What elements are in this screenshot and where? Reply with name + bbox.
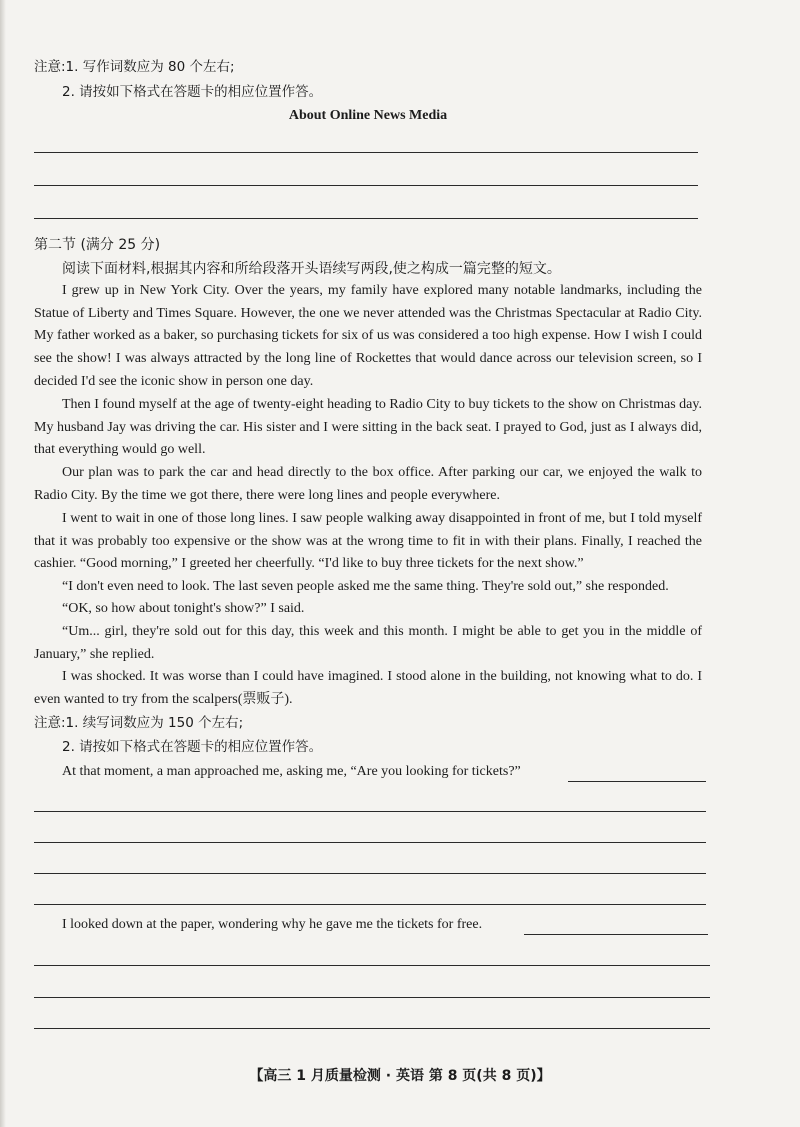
section-instruction: 阅读下面材料,根据其内容和所给段落开头语续写两段,使之构成一篇完整的短文。 (62, 261, 561, 277)
answer-line (34, 218, 698, 219)
answer-line (34, 185, 698, 186)
page-edge-shadow (0, 0, 6, 1127)
answer-line (34, 1028, 710, 1029)
page-footer: 【高三 1 月质量检测 · 英语 第 8 页(共 8 页)】 (249, 1068, 551, 1084)
answer-line (34, 842, 706, 843)
story-paragraph: Our plan was to park the car and head directly to the box office. After parking our car, we enjoyed the walk to Radio City. By the time we got there, there were long lines and people everywhere. (34, 465, 702, 503)
answer-line (568, 781, 706, 782)
answer-line (34, 904, 706, 905)
continuation-note-1: 注意:1. 续写词数应为 150 个左右; (34, 715, 244, 731)
section-heading: 第二节 (满分 25 分) (34, 237, 161, 253)
story-paragraph: “I don't even need to look. The last seven people asked me the same thing. They're sold out,” she responded. (62, 579, 669, 594)
writing-title: About Online News Media (288, 108, 448, 123)
writing-note-2: 2. 请按如下格式在答题卡的相应位置作答。 (62, 84, 323, 100)
story-paragraph: I grew up in New York City. Over the years, my family have explored many notable landmarks, including the Statue of Liberty and Times Square. However, the one we never attended was the Christmas Spectacular at Radio City. My father worked as a baker, so purchasing tickets for six of us was considered a too high expense. How I wish I could see the show! I was always attracted by the long line of Rockettes that would dance across our television screen, so I decided I'd see the iconic show in person one day. (34, 283, 702, 389)
story-paragraph: “Um... girl, they're sold out for this day, this week and this month. I might be able to get you in the middle of January,” she replied. (34, 624, 702, 662)
answer-line (524, 934, 708, 935)
answer-line (34, 873, 706, 874)
answer-line (34, 997, 710, 998)
answer-line (34, 965, 710, 966)
story-paragraph: Then I found myself at the age of twenty-eight heading to Radio City to buy tickets to the show on Christmas day. My husband Jay was driving the car. His sister and I were sitting in the back seat. I prayed to God, just as I always did, that everything would go well. (34, 397, 702, 458)
continuation-prompt-2: I looked down at the paper, wondering why he gave me the tickets for free. (62, 917, 483, 932)
writing-note-1: 注意:1. 写作词数应为 80 个左右; (34, 59, 235, 75)
answer-line (34, 811, 706, 812)
story-paragraph: I was shocked. It was worse than I could have imagined. I stood alone in the building, not knowing what to do. I even wanted to try from the scalpers(票贩子). (34, 669, 702, 707)
story-paragraph: I went to wait in one of those long lines. I saw people walking away disappointed in front of me, but I told myself that it was probably too expensive or the show was at the wrong time to fit in with their plans. Finally, I reached the cashier. “Good morning,” I greeted her cheerfully. “I'd like to buy three tickets for the next show.” (34, 511, 702, 572)
continuation-prompt-1: At that moment, a man approached me, asking me, “Are you looking for tickets?” (62, 764, 521, 779)
answer-line (34, 152, 698, 153)
continuation-note-2: 2. 请按如下格式在答题卡的相应位置作答。 (62, 739, 323, 755)
story-paragraph: “OK, so how about tonight's show?” I said. (62, 601, 305, 616)
